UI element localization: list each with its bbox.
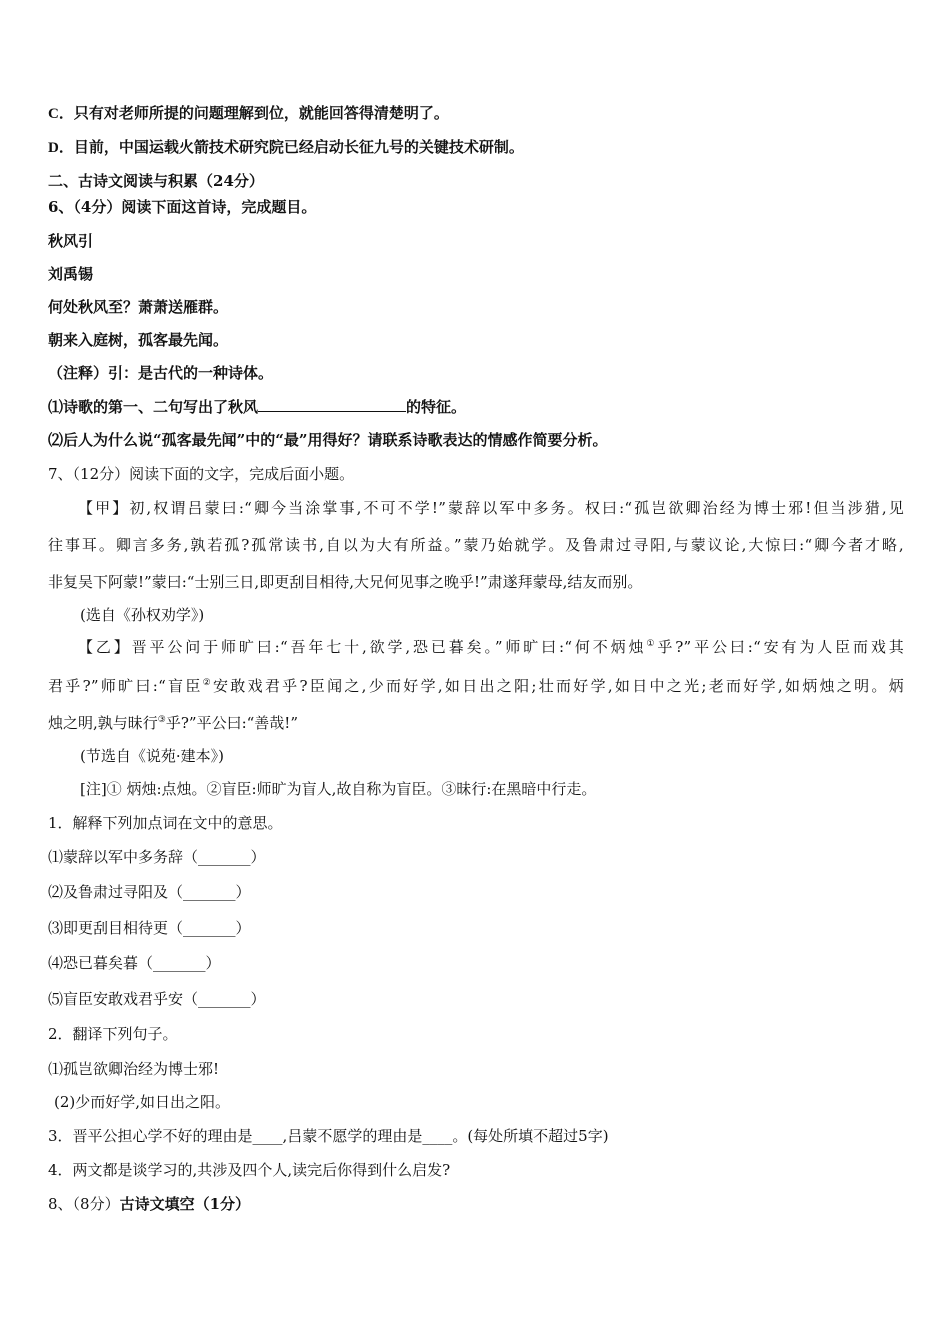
section-title: 二、古诗文阅读与积累（24分） [48,172,264,190]
passage-yi-line [78,637,904,657]
footnote-mark: ③ [157,715,166,725]
q6-sub-question-1 [48,397,466,417]
poem-title: 秋风引 [48,232,94,250]
sub-question-1-title: 1．解释下列加点词在文中的意思。 [48,814,283,832]
sub-question-item: ⑵及鲁肃过寻阳及（_______） [48,883,251,901]
q6-sub1-tail: 的特征。 [406,398,467,416]
translate-item: (2)少而好学,如日出之阳。 [54,1093,231,1111]
sub-question-3: 3．晋平公担心学不好的理由是____,吕蒙不愿学的理由是____。(每处所填不超过5字) [48,1127,609,1145]
poem-line-2: 朝来入庭树，孤客最先闻。 [48,331,229,349]
passage-yi-source: (节选自《说苑·建本》) [80,747,224,765]
answer-blank [258,397,406,412]
q7-header: 7、（12分）阅读下面的文字，完成后面小题。 [48,465,355,483]
translate-item: ⑴孤岂欲卿治经为博士邪! [48,1060,220,1078]
q8-score: 8、（8分） [48,1195,120,1213]
passage-yi-text: 君乎?”师旷曰:“盲臣 [48,677,203,695]
q5-option-c [48,103,449,124]
passage-notes: [注]① 炳烛:点烛。②盲臣:师旷为盲人,故自称为盲臣。③昧行:在黑暗中行走。 [80,780,597,798]
passage-jia-line: 往事耳。卿言多务,孰若孤?孤常读书,自以为大有所益。”蒙乃始就学。及鲁肃过寻阳,与蒙议论,大惊曰:“卿今者才略, [48,536,904,554]
poem-line-1: 何处秋风至？萧萧送雁群。 [48,298,229,316]
option-text: 只有对老师所提的问题理解到位，就能回答得清楚明了。 [73,104,449,122]
footnote-mark: ② [202,678,213,688]
passage-jia-line: 非复吴下阿蒙!”蒙曰:“士别三日,即更刮目相待,大兄何见事之晚乎!”肃遂拜蒙母,结友而别。 [48,573,643,591]
passage-yi-text: 烛之明,孰与昧行 [48,714,158,732]
sub-question-2-title: 2．翻译下列句子。 [48,1025,178,1043]
q6-header: 6、（4分）阅读下面这首诗，完成题目。 [48,198,317,216]
passage-yi-text: 乎?”平公曰:“善哉!” [165,714,298,732]
option-text: 目前，中国运载火箭技术研究院已经启动长征九号的关键技术研制。 [73,138,524,156]
passage-yi-text: 【乙】晋平公问于师旷曰:“吾年七十,欲学,恐已暮矣。”师旷曰:“何不炳烛 [78,638,647,656]
q8-title: 古诗文填空（1分） [119,1195,251,1213]
sub-question-item: ⑴蒙辞以军中多务辞（_______） [48,848,266,866]
passage-jia-line: 【甲】初,权谓吕蒙曰:“卿今当涂掌事,不可不学!”蒙辞以军中多务。权曰:“孤岂欲卿治经为博士邪!但当涉猎,见 [78,499,904,517]
poem-author: 刘禹锡 [48,265,94,283]
q8-header [48,1194,250,1214]
passage-yi-text: 乎?”平公曰:“安有为人臣而戏其 [657,638,905,656]
poem-note: （注释）引：是古代的一种诗体。 [48,364,274,382]
sub-question-4: 4．两文都是谈学习的,共涉及四个人,读完后你得到什么启发? [48,1161,451,1179]
passage-jia-source: (选自《孙权劝学》) [80,606,205,624]
q6-sub1-text: ⑴诗歌的第一、二句写出了秋风 [48,398,259,416]
option-label: D． [48,140,74,156]
sub-question-item: ⑸盲臣安敢戏君乎安（_______） [48,990,266,1008]
passage-yi-line [48,713,298,733]
passage-yi-line [48,676,904,696]
q5-option-d [48,137,524,158]
passage-yi-text: 安敢戏君乎?臣闻之,少而好学,如日出之阳;壮而好学,如日中之光;老而好学,如炳烛之明。炳 [213,677,904,695]
sub-question-item: ⑷恐已暮矣暮（_______） [48,954,221,972]
sub-question-item: ⑶即更刮目相待更（_______） [48,919,251,937]
option-label: C． [48,106,74,122]
q6-sub-question-2: ⑵后人为什么说“孤客最先闻”中的“最”用得好？请联系诗歌表达的情感作简要分析。 [48,431,608,449]
footnote-mark: ① [646,639,658,649]
